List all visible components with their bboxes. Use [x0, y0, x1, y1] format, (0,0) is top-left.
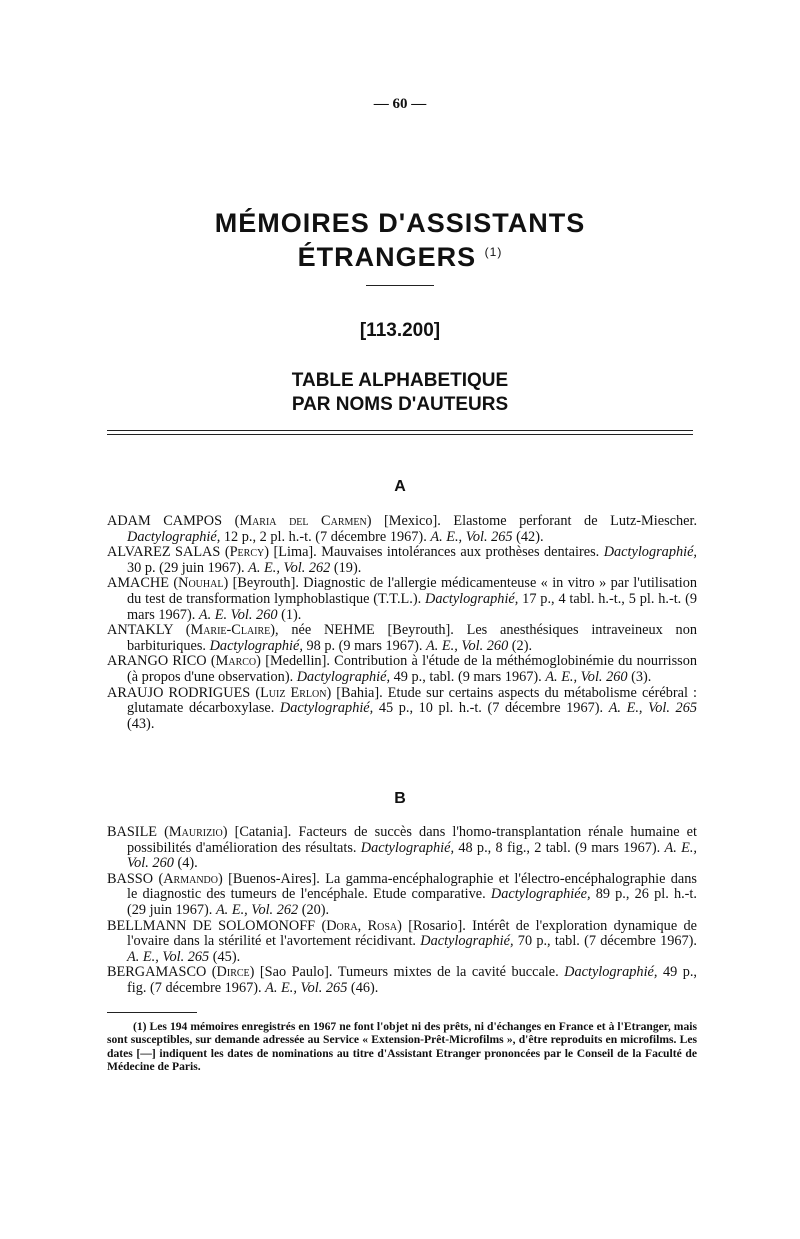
title-divider: [366, 285, 434, 286]
entry-number: (43).: [127, 715, 155, 732]
subtitle-line-2: PAR NOMS D'AUTEURS: [291, 394, 509, 415]
entry-details: 48 p., 8 fig., 2 tabl. (9 mars 1967).: [454, 839, 665, 856]
entry-details: 49 p., fig. (7 décembre 1967).: [127, 964, 698, 996]
entry-format: Dactylographié,: [296, 668, 391, 685]
author-given-name: (Maria del Carmen): [234, 513, 372, 529]
section-letter-b: B: [394, 790, 406, 807]
double-divider: [107, 430, 693, 435]
bibliography-entry: [107, 965, 697, 996]
bibliography-entry: [107, 545, 697, 576]
entry-number: (2).: [508, 637, 533, 654]
author-given-name: (Marie-Claire),: [185, 622, 279, 639]
entry-details: 70 p., tabl. (7 décembre 1967).: [513, 933, 697, 950]
subtitle-line-1: TABLE ALPHABETIQUE: [291, 370, 509, 391]
author-given-name: (Dora, Rosa): [321, 917, 402, 934]
entry-description: [Medellin]. Contribution à l'étude de la méthémoglobinémie du nourrisson (à propos d'une observation).: [127, 653, 697, 685]
entry-number: (19).: [330, 559, 362, 576]
entry-reference: A. E., Vol. 265: [608, 700, 697, 717]
entry-details: 12 p., 2 pl. h.-t. (7 décembre 1967).: [220, 528, 431, 545]
entry-details: 98 p. (9 mars 1967).: [302, 637, 427, 654]
author-given-name: (Marco): [210, 653, 261, 670]
entry-number: (4).: [173, 855, 198, 872]
author-given-name: (Luiz Erlon): [255, 684, 332, 701]
author-given-name: (Armando): [158, 870, 223, 887]
author-name: ANTAKLY: [107, 622, 173, 639]
author-given-name: (Dirce): [211, 964, 255, 981]
entry-number: (45).: [209, 948, 241, 965]
author-given-name: (Maurizio): [164, 824, 228, 840]
entry-number: (1).: [277, 606, 302, 623]
entry-reference: A. E., Vol. 262: [215, 901, 299, 918]
author-name: ADAM CAMPOS: [107, 513, 223, 529]
bibliography-entry: [107, 919, 697, 966]
entry-format: Dactylographié,: [360, 839, 455, 856]
entry-details: 45 p., 10 pl. h.-t. (7 décembre 1967).: [373, 700, 609, 717]
author-name: ALVAREZ SALAS: [107, 544, 221, 561]
entry-reference: A. E., Vol. 260: [426, 637, 509, 654]
section-a-entries: [107, 514, 697, 732]
entry-description: [Mexico]. Elastome perforant de Lutz-Miescher.: [384, 513, 698, 529]
page-title-line-1: MÉMOIRES D'ASSISTANTS: [214, 208, 586, 238]
entry-format: Dactylographié,: [603, 544, 698, 561]
footnote: (1) Les 194 mémoires enregistrés en 1967 ne font l'objet ni des prêts, ni d'échanges en France et à l'Etranger, mais sont susceptibles, sur demande adressée au Service « Extension-Prêt-Microfilms », d'être reproduits en microfilms. Les dates [—] indiquent les dates de nominations au titre d'Assistant Etranger prononcées par le Conseil de la Faculté de Médecine de Paris.: [107, 1020, 697, 1074]
footnote-divider: [107, 1012, 197, 1013]
page-title-text: ÉTRANGERS: [297, 242, 477, 272]
author-name: BASILE: [107, 824, 158, 840]
author-name: ARANGO RICO: [107, 653, 207, 670]
author-name: ARAUJO RODRIGUES: [107, 684, 251, 701]
author-name: BELLMANN DE SOLOMONOFF: [107, 917, 316, 934]
bibliography-entry: [107, 825, 697, 872]
bibliography-entry: [107, 514, 697, 545]
entry-reference: A. E. Vol. 260: [198, 606, 278, 623]
footnote-marker: (1): [484, 245, 503, 259]
entry-reference: A. E., Vol. 265: [430, 528, 513, 545]
bibliography-entry: [107, 872, 697, 919]
author-given-name: (Percy): [224, 544, 269, 561]
section-b-entries: [107, 825, 697, 997]
entry-number: (42).: [512, 528, 544, 545]
entry-reference: A. E., Vol. 262: [248, 559, 331, 576]
entry-reference: A. E., Vol. 260: [545, 668, 628, 685]
author-given-name: (Nouhal): [173, 575, 229, 592]
entry-details: 49 p., tabl. (9 mars 1967).: [390, 668, 546, 685]
entry-details: 17 p., 4 tabl. h.-t., 5 pl. h.-t. (9 mars 1967).: [127, 590, 697, 623]
bibliography-entry: [107, 686, 697, 733]
page-number: — 60 —: [373, 96, 427, 112]
entry-number: (46).: [347, 979, 379, 996]
entry-description: [Lima]. Mauvaises intolérances aux prothèses dentaires.: [273, 544, 604, 561]
author-name: AMACHE: [107, 575, 169, 592]
entry-reference: A. E., Vol. 260: [127, 839, 697, 872]
entry-description: née NEHME [Beyrouth]. Les anesthésiques intraveineux non barbituriques.: [127, 622, 697, 654]
entry-description: [Rosario]. Intérêt de l'exploration dynamique de l'ovaire dans la stérilité et l'avortement récidivant.: [127, 917, 698, 950]
author-name: BASSO: [107, 870, 154, 887]
entry-details: 30 p. (29 juin 1967).: [127, 559, 249, 576]
entry-description: [Bahia]. Etude sur certains aspects du métabolisme cérébral : glutamate décarboxylase.: [127, 684, 697, 717]
entry-description: [Catania]. Facteurs de succès dans l'homo-transplantation rénale humaine et possibilités d'amélioration des résultats.: [127, 824, 697, 856]
entry-number: (20).: [298, 901, 330, 918]
entry-details: 89 p., 26 pl. h.-t. (29 juin 1967).: [127, 886, 697, 918]
section-letter-a: A: [394, 478, 406, 495]
entry-description: [Sao Paulo]. Tumeurs mixtes de la cavité buccale.: [259, 964, 565, 981]
entry-format: Dactylographié,: [127, 528, 221, 545]
entry-number: (3).: [627, 668, 652, 685]
entry-format: Dactylographiée,: [490, 886, 591, 903]
entry-reference: A. E., Vol. 265: [127, 948, 210, 965]
author-name: BERGAMASCO: [107, 964, 207, 981]
bibliography-entry: [107, 623, 697, 654]
entry-format: Dactylographié,: [420, 933, 514, 950]
entry-format: Dactylographié,: [279, 700, 374, 717]
entry-description: [Buenos-Aires]. La gamma-encéphalographie et l'électro-encéphalographie dans le diagnostic des tumeurs de l'encéphale. Etude comparative.: [127, 870, 697, 903]
classification-code: [113.200]: [359, 320, 441, 341]
entry-format: Dactylographié,: [209, 637, 303, 654]
entry-format: Dactylographié,: [564, 964, 658, 981]
bibliography-entry: [107, 654, 697, 685]
entry-format: Dactylographié,: [425, 590, 519, 607]
entry-reference: A. E., Vol. 265: [265, 979, 348, 996]
entry-description: [Beyrouth]. Diagnostic de l'allergie médicamenteuse « in vitro » par l'utilisation du test de transformation lymphoblastique (T.T.L.).: [127, 575, 697, 607]
bibliography-entry: [107, 576, 697, 623]
page-title-line-2: [0, 242, 800, 273]
